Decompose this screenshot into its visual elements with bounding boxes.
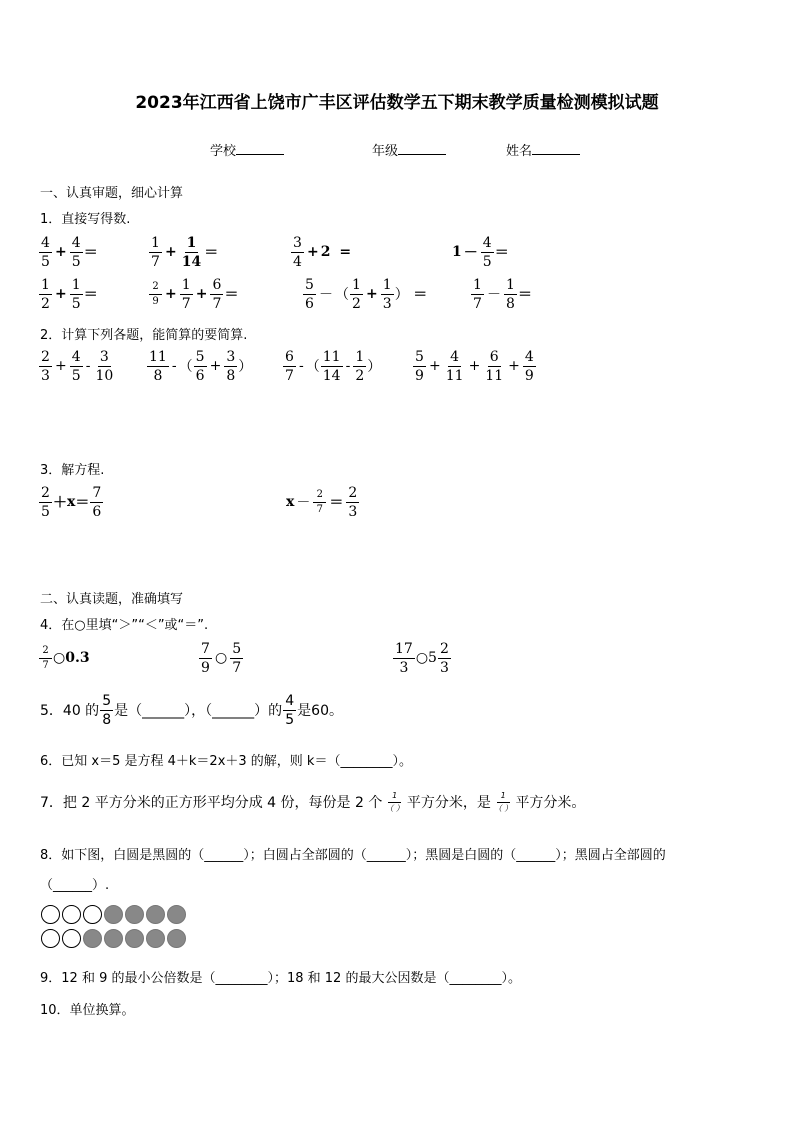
fraction: $\frac{1}{8}$ bbox=[504, 278, 517, 311]
black-circle bbox=[104, 905, 123, 924]
fraction: $\frac{4}{5}$ bbox=[481, 236, 494, 269]
fraction: $\frac{5}{6}$ bbox=[194, 350, 207, 383]
q3-equation-1: $\frac{2}{5}$ ＋ x ＝ $\frac{7}{6}$ bbox=[38, 482, 104, 522]
fraction: $\frac{1}{2}$ bbox=[353, 350, 366, 383]
question-10: 10．单位换算。 bbox=[40, 1003, 135, 1018]
white-circle bbox=[41, 929, 60, 948]
fraction: $\frac{4}{5}$ bbox=[283, 694, 296, 727]
school-label: 学校 bbox=[210, 144, 237, 159]
black-circle bbox=[83, 929, 102, 948]
q1-expr-2: $\frac{1}{7}$ + $\frac{1}{14}$ ＝ bbox=[148, 232, 218, 272]
school-field[interactable] bbox=[210, 140, 284, 159]
black-circle bbox=[167, 905, 186, 924]
fraction: $\frac{2}{3}$ bbox=[438, 642, 451, 675]
fraction: $\frac{1}{( )}$ bbox=[385, 790, 404, 813]
fraction: $\frac{7}{6}$ bbox=[90, 486, 103, 519]
name-field[interactable] bbox=[506, 140, 580, 159]
black-circle bbox=[167, 929, 186, 948]
fraction: $\frac{2}{7}$ bbox=[313, 490, 326, 515]
name-label: 姓名 bbox=[506, 144, 533, 159]
fraction: $\frac{11}{8}$ bbox=[149, 348, 167, 384]
fraction: $\frac{1}{( )}$ bbox=[493, 790, 513, 813]
fraction: $\frac{4}{5}$ bbox=[39, 236, 52, 269]
q4-compare-2: $\frac{7}{9}$ ○ $\frac{5}{7}$ bbox=[198, 638, 244, 678]
white-circle bbox=[83, 905, 102, 924]
fraction: $\frac{1}{14}$ bbox=[181, 234, 202, 270]
q2-expr-2: $\frac{11}{8}$ - （ $\frac{5}{6}$ + $\frac{3}{8}$ ） bbox=[149, 348, 253, 384]
grade-field[interactable] bbox=[372, 140, 446, 159]
fraction: $\frac{3}{4}$ bbox=[291, 236, 304, 269]
black-circle bbox=[146, 929, 165, 948]
fraction: $\frac{1}{3}$ bbox=[381, 278, 394, 311]
fraction: $\frac{6}{11}$ bbox=[485, 348, 504, 384]
fraction: $\frac{5}{8}$ bbox=[100, 694, 113, 727]
q2-expr-3: $\frac{6}{7}$ - （ $\frac{11}{14}$ - $\frac{1}{2}$ ） bbox=[282, 346, 381, 386]
q4-compare-1: $\frac{2}{7}$ ○ 0.3 bbox=[38, 638, 90, 678]
fraction: $\frac{1}{7}$ bbox=[149, 236, 162, 269]
fraction: $\frac{2}{9}$ bbox=[149, 282, 162, 307]
question-7: 7．把 2 平方分米的正方形平均分成 4 份，每份是 2 个 $\frac{1}{( )}$ 平方分米，是 $\frac{1}{( )}$ 平方分米。 bbox=[40, 790, 586, 813]
question-3: 3．解方程. bbox=[40, 463, 105, 478]
black-circle bbox=[125, 929, 144, 948]
fraction: $\frac{3}{8}$ bbox=[224, 350, 237, 383]
fraction: $\frac{5}{6}$ bbox=[303, 278, 316, 311]
question-5: 5．40 的 $\frac{5}{8}$ 是（______），（______）的 $\frac{4}{5}$ 是60。 bbox=[40, 692, 343, 728]
fraction: $\frac{4}{9}$ bbox=[523, 350, 536, 383]
question-2: 2．计算下列各题，能简算的要简算. bbox=[40, 328, 248, 343]
question-1: 1．直接写得数. bbox=[40, 212, 131, 227]
fraction: $\frac{1}{2}$ bbox=[350, 278, 363, 311]
question-4: 4．在○里填“＞”“＜”或“＝”. bbox=[40, 618, 209, 633]
fraction: $\frac{1}{5}$ bbox=[70, 278, 83, 311]
fraction: $\frac{5}{9}$ bbox=[413, 350, 426, 383]
q1-expr-6: $\frac{2}{9}$ + $\frac{1}{7}$ + $\frac{6}{7}$ ＝ bbox=[148, 274, 238, 314]
question-6: 6．已知 x＝5 是方程 4＋k＝2x＋3 的解，则 k＝（________）。 bbox=[40, 754, 412, 769]
white-circle bbox=[62, 905, 81, 924]
question-8-cont: （______）. bbox=[40, 878, 110, 893]
fraction: $\frac{2}{3}$ bbox=[39, 350, 52, 383]
white-circle bbox=[41, 905, 60, 924]
fraction: $\frac{11}{14}$ bbox=[322, 348, 341, 384]
q2-expr-4: $\frac{5}{9}$ + $\frac{4}{11}$ + $\frac{6}{11}$ + $\frac{4}{9}$ bbox=[412, 346, 537, 386]
fraction: $\frac{17}{3}$ bbox=[395, 640, 413, 676]
fraction: $\frac{4}{5}$ bbox=[70, 236, 83, 269]
fraction: $\frac{1}{7}$ bbox=[180, 278, 193, 311]
q2-expr-1: $\frac{2}{3}$ + $\frac{4}{5}$ - $\frac{3}{10}$ bbox=[38, 346, 116, 386]
fraction: $\frac{6}{7}$ bbox=[210, 278, 223, 311]
question-9: 9．12 和 9 的最小公倍数是（________）；18 和 12 的最大公因数是（________）。 bbox=[40, 971, 521, 986]
fraction: $\frac{3}{10}$ bbox=[95, 348, 114, 384]
fraction: $\frac{4}{5}$ bbox=[70, 350, 83, 383]
black-circle bbox=[104, 929, 123, 948]
fraction: $\frac{6}{7}$ bbox=[283, 350, 296, 383]
grade-label: 年级 bbox=[372, 144, 399, 159]
q4-compare-3: $\frac{17}{3}$ ○ 5 $\frac{2}{3}$ bbox=[392, 638, 452, 678]
circle-row-1 bbox=[41, 905, 186, 924]
fraction: $\frac{2}{7}$ bbox=[39, 646, 52, 671]
q1-expr-8: $\frac{1}{7}$ － $\frac{1}{8}$ ＝ bbox=[470, 274, 532, 314]
q1-expr-4: 1 － $\frac{4}{5}$ ＝ bbox=[452, 234, 509, 270]
q3-equation-2: x － $\frac{2}{7}$ ＝ $\frac{2}{3}$ bbox=[286, 482, 360, 522]
white-circle bbox=[62, 929, 81, 948]
q1-expr-1: $\frac{4}{5}$ + $\frac{4}{5}$ ＝ bbox=[38, 232, 98, 272]
black-circle bbox=[125, 905, 144, 924]
q1-expr-5: $\frac{1}{2}$ + $\frac{1}{5}$ ＝ bbox=[38, 274, 98, 314]
fraction: $\frac{5}{7}$ bbox=[230, 642, 243, 675]
page-title: 2023年江西省上饶市广丰区评估数学五下期末教学质量检测模拟试题 bbox=[135, 93, 659, 113]
fraction: $\frac{2}{5}$ bbox=[39, 486, 52, 519]
black-circle bbox=[146, 905, 165, 924]
circle-row-2 bbox=[41, 929, 186, 948]
section-1-heading: 一、认真审题，细心计算 bbox=[40, 186, 184, 201]
q1-expr-7: $\frac{5}{6}$ － （ $\frac{1}{2}$ + $\frac{1}{3}$ ） ＝ bbox=[302, 274, 427, 314]
fraction: $\frac{1}{7}$ bbox=[471, 278, 484, 311]
fraction: $\frac{4}{11}$ bbox=[445, 348, 464, 384]
fraction: $\frac{1}{2}$ bbox=[39, 278, 52, 311]
section-2-heading: 二、认真读题，准确填写 bbox=[40, 592, 184, 607]
fraction: $\frac{2}{3}$ bbox=[346, 486, 359, 519]
fraction: $\frac{7}{9}$ bbox=[199, 642, 212, 675]
q1-expr-3: $\frac{3}{4}$ + 2 = bbox=[290, 232, 351, 272]
question-8: 8．如下图，白圆是黑圆的（______）；白圆占全部圆的（______）；黑圆是白圆的（______）；黑圆占全部圆的 bbox=[40, 848, 666, 863]
